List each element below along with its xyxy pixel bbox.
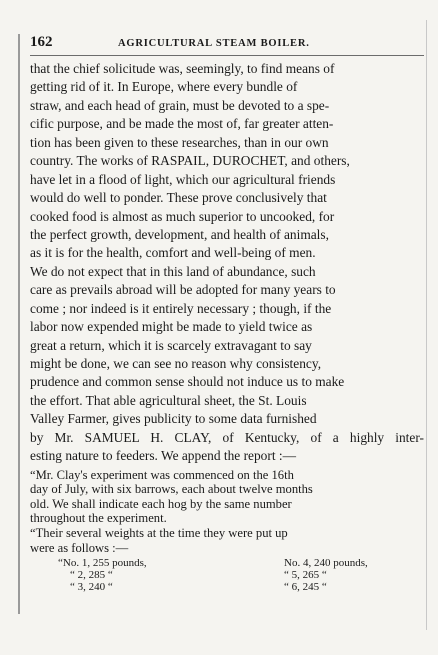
page-gutter-shadow (18, 34, 20, 614)
text-line: would do well to ponder. These prove conclusively that (30, 190, 327, 206)
text-line: have let in a flood of light, which our agricultural friends (30, 171, 336, 187)
text-line: Valley Farmer, gives publicity to some data furnished (30, 411, 317, 427)
page-edge-line (426, 20, 427, 630)
text-line: getting rid of it. In Europe, where every bundle of (30, 79, 298, 95)
quote-line: throughout the experiment. (30, 511, 167, 526)
text-line: country. The works of RASPAIL, DUROCHET, and others, (30, 153, 350, 169)
text-line: esting nature to feeders. We append the report :— (30, 448, 297, 464)
quote-line: old. We shall indicate each hog by the same number (30, 496, 292, 511)
text-line: cooked food is almost as much superior to uncooked, for (30, 208, 335, 224)
page-number: 162 (30, 34, 53, 50)
main-paragraph (30, 60, 424, 466)
body-text (30, 60, 424, 597)
text-line: come ; nor indeed is it entirely necessary ; though, if the (30, 300, 332, 316)
text-line: as it is for the health, comfort and well-being of men. (30, 245, 316, 261)
quote-line: “Mr. Clay's experiment was commenced on the 16th (30, 467, 294, 482)
text-line: great a return, which it is scarcely extravagant to say (30, 337, 312, 353)
text-line: cific purpose, and be made the most of, far greater atten- (30, 116, 334, 132)
quote-line: were as follows :— (30, 540, 129, 555)
text-line: the effort. That able agricultural sheet, the St. Louis (30, 392, 307, 408)
text-line: the perfect growth, development, and health of animals, (30, 226, 329, 242)
text-line: tion has been given to these researches, than in our own (30, 134, 329, 150)
weight-entry: “ 6, 245 “ (284, 581, 327, 594)
text-line: We do not expect that in this land of abundance, such (30, 263, 316, 279)
weight-entry: No. 4, 240 pounds, (284, 557, 368, 570)
quote-line: day of July, with six barrows, each about twelve months (30, 482, 313, 497)
weight-entry: “No. 1, 255 pounds, (58, 557, 147, 570)
quote-line: “Their several weights at the time they were put up (30, 526, 288, 540)
weights-table (30, 557, 424, 597)
text-line: by Mr. SAMUEL H. CLAY, of Kentucky, of a highly inter- (30, 429, 424, 445)
text-line: care as prevails abroad will be adopted for many years to (30, 282, 336, 298)
text-line: labor now expended might be made to yield twice as (30, 319, 313, 335)
page-header (30, 34, 426, 52)
running-head: AGRICULTURAL STEAM BOILER. (118, 38, 310, 49)
text-line: straw, and each head of grain, must be devoted to a spe- (30, 97, 330, 113)
text-line: might be done, we can see no reason why consistency, (30, 356, 322, 371)
text-line: prudence and common sense should not induce us to make (30, 374, 345, 390)
weight-entry: “ 3, 240 “ (70, 581, 113, 594)
header-rule (30, 55, 424, 56)
weight-entry: “ 5, 265 “ (284, 569, 327, 582)
text-line: that the chief solicitude was, seemingly, to find means of (30, 61, 335, 76)
quoted-report (30, 468, 424, 556)
weight-entry: “ 2, 285 “ (70, 569, 113, 582)
